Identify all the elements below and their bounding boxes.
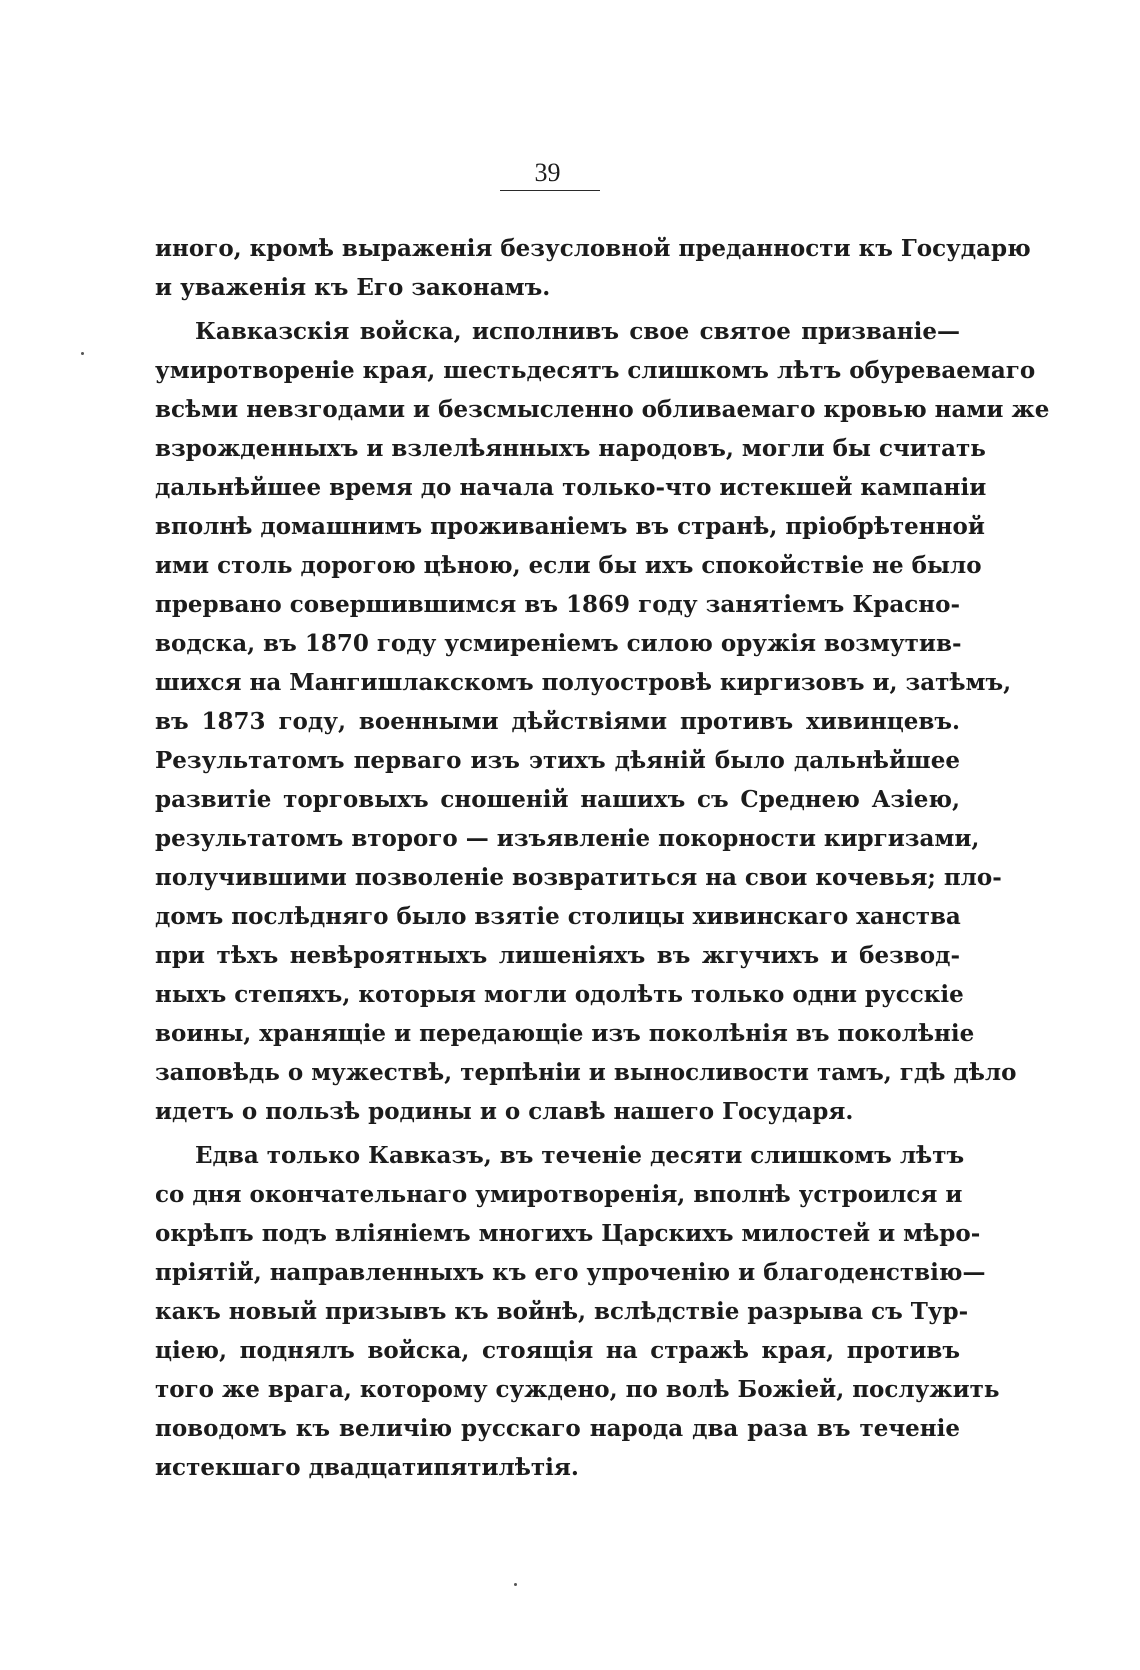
text-line: умиротвореніе края, шестьдесятъ слишкомъ лѣтъ обуреваемаго [155,357,1036,384]
text-line: дальнѣйшее время до начала только-что истекшей кампаніи [155,474,987,501]
text-line: и уваженія къ Его законамъ. [155,274,551,301]
text-line: прервано совершившимся въ 1869 году занятіемъ Красно- [155,591,960,618]
text-line: въ 1873 году, военными дѣйствіями противъ хивинцевъ. [155,708,960,735]
text-line: результатомъ второго — изъявленіе покорности киргизами, [155,825,980,852]
paragraph [155,312,1050,1131]
text-line: воины, хранящіе и передающіе изъ поколѣнія въ поколѣніе [155,1020,975,1047]
text-line: Результатомъ перваго изъ этихъ дѣяній было дальнѣйшее [155,747,960,774]
text-line: со дня окончательнаго умиротворенія, вполнѣ устроился и [155,1181,963,1208]
text-line: того же врага, которому суждено, по волѣ Божіей, послужить [155,1376,1000,1403]
text-line: заповѣдь о мужествѣ, терпѣніи и выносливости тамъ, гдѣ дѣло [155,1059,1017,1086]
paragraph [155,1136,1000,1487]
text-line: домъ послѣдняго было взятіе столицы хивинскаго ханства [155,903,961,930]
page-number: 39 [534,158,561,187]
text-line: истекшаго двадцатипятилѣтія. [155,1454,579,1481]
text-line: какъ новый призывъ къ войнѣ, вслѣдствіе разрыва съ Тур- [155,1298,969,1325]
text-line: поводомъ къ величію русскаго народа два раза въ теченіе [155,1415,960,1442]
text-line: пріятій, направленныхъ къ его упроченію и благоденствію— [155,1259,986,1286]
text-line: иного, кромѣ выраженія безусловной преданности къ Государю [155,235,1031,262]
text-line: окрѣпъ подъ вліяніемъ многихъ Царскихъ милостей и мѣро- [155,1220,981,1247]
text-line: вполнѣ домашнимъ проживаніемъ въ странѣ, пріобрѣтенной [155,513,985,540]
text-line: получившими позволеніе возвратиться на свои кочевья; пло- [155,864,1002,891]
text-line: водска, въ 1870 году усмиреніемъ силою оружія возмутив- [155,630,962,657]
text-line: ціею, поднялъ войска, стоящія на стражѣ края, противъ [155,1337,960,1364]
paragraph [155,229,1031,307]
print-speck [514,1583,517,1586]
page-number-rule [500,190,600,191]
text-line: при тѣхъ невѣроятныхъ лишеніяхъ въ жгучихъ и безвод- [155,942,960,969]
text-line: ими столь дорогою цѣною, если бы ихъ спокойствіе не было [155,552,982,579]
text-line: идетъ о пользѣ родины и о славѣ нашего Государя. [155,1098,854,1125]
text-line: Едва только Кавказъ, въ теченіе десяти слишкомъ лѣтъ [195,1142,965,1169]
text-line: Кавказскія войска, исполнивъ свое святое призваніе— [195,318,960,345]
text-line: шихся на Мангишлакскомъ полуостровѣ киргизовъ и, затѣмъ, [155,669,1012,696]
text-line: всѣми невзгодами и безсмысленно обливаемаго кровью нами же [155,396,1050,423]
text-line: взрожденныхъ и взлелѣянныхъ народовъ, могли бы считать [155,435,986,462]
text-line: развитіе торговыхъ сношеній нашихъ съ Среднею Азіею, [155,786,960,813]
body-text [155,229,1050,1487]
print-speck [81,352,84,355]
text-line: ныхъ степяхъ, которыя могли одолѣть только одни русскіе [155,981,964,1008]
